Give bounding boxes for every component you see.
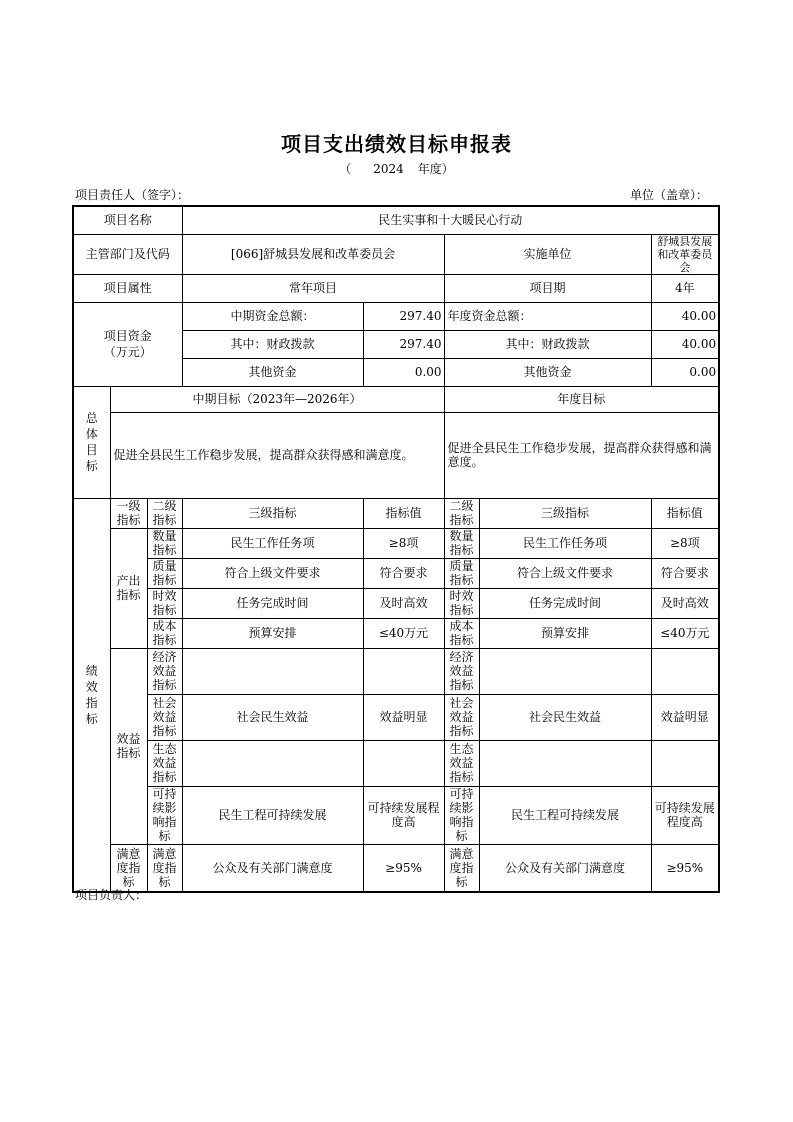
level2-cell: 可持续影响指标 bbox=[444, 786, 479, 844]
year-fiscal-label: 其中：财政拨款 bbox=[444, 330, 651, 358]
value-cell: 符合要求 bbox=[651, 558, 719, 588]
value-cell: ≤40万元 bbox=[363, 618, 444, 648]
benefit-indicator-label: 效益指标 bbox=[110, 648, 147, 844]
level3-cell: 社会民生效益 bbox=[182, 694, 363, 740]
level3-cell bbox=[182, 648, 363, 694]
header-value-annual: 指标值 bbox=[651, 498, 719, 528]
level3-cell: 预算安排 bbox=[479, 618, 651, 648]
level3-cell: 符合上级文件要求 bbox=[479, 558, 651, 588]
year-open: （ bbox=[339, 162, 352, 176]
year-label: 年度） bbox=[417, 162, 454, 176]
performance-goal-table bbox=[72, 205, 720, 893]
level2-cell: 成本指标 bbox=[147, 618, 182, 648]
table-row bbox=[73, 648, 719, 694]
year-total-label: 年度资金总额： bbox=[444, 302, 651, 330]
header-level3-annual: 三级指标 bbox=[479, 498, 651, 528]
year-other-label: 其他资金 bbox=[444, 358, 651, 386]
annual-goal-header: 年度目标 bbox=[444, 386, 719, 412]
project-period-label: 项目期 bbox=[444, 274, 651, 302]
impl-unit-value: 舒城县发展和改革委员会 bbox=[651, 234, 719, 274]
value-cell: 符合要求 bbox=[363, 558, 444, 588]
value-cell: ≥95% bbox=[651, 844, 719, 892]
year-line bbox=[0, 160, 793, 177]
level2-cell: 经济效益指标 bbox=[444, 648, 479, 694]
value-cell: 及时高效 bbox=[651, 588, 719, 618]
header-level3: 三级指标 bbox=[182, 498, 363, 528]
level2-cell: 满意度指标 bbox=[444, 844, 479, 892]
mid-fiscal-label: 其中：财政拨款 bbox=[182, 330, 363, 358]
project-name-value: 民生实事和十大暖民心行动 bbox=[182, 206, 719, 234]
project-attr-label: 项目属性 bbox=[73, 274, 182, 302]
project-period-value: 4年 bbox=[651, 274, 719, 302]
header-level2-annual: 二级指标 bbox=[444, 498, 479, 528]
project-name-label: 项目名称 bbox=[73, 206, 182, 234]
value-cell bbox=[363, 740, 444, 786]
year-value: 2024 bbox=[373, 162, 404, 176]
level3-cell bbox=[182, 740, 363, 786]
overall-goal-label: 总体目标 bbox=[73, 386, 110, 498]
table-row bbox=[73, 844, 719, 892]
header-value: 指标值 bbox=[363, 498, 444, 528]
level2-cell: 社会效益指标 bbox=[444, 694, 479, 740]
level2-cell: 生态效益指标 bbox=[147, 740, 182, 786]
mid-total-label: 中期资金总额： bbox=[182, 302, 363, 330]
value-cell: 效益明显 bbox=[651, 694, 719, 740]
mid-goal-text: 促进全县民生工作稳步发展，提高群众获得感和满意度。 bbox=[110, 412, 444, 498]
table-row bbox=[73, 694, 719, 740]
mid-fiscal-value: 297.40 bbox=[363, 330, 444, 358]
level2-cell: 质量指标 bbox=[147, 558, 182, 588]
level2-cell: 成本指标 bbox=[444, 618, 479, 648]
value-cell: 可持续发展程度高 bbox=[651, 786, 719, 844]
level2-cell: 数量指标 bbox=[147, 528, 182, 558]
value-cell: ≥8项 bbox=[363, 528, 444, 558]
level3-cell: 民生工程可持续发展 bbox=[479, 786, 651, 844]
year-other-value: 0.00 bbox=[651, 358, 719, 386]
level2-cell: 时效指标 bbox=[147, 588, 182, 618]
level3-cell: 符合上级文件要求 bbox=[182, 558, 363, 588]
level3-cell: 任务完成时间 bbox=[479, 588, 651, 618]
value-cell: 及时高效 bbox=[363, 588, 444, 618]
table-row bbox=[73, 786, 719, 844]
mid-goal-header: 中期目标（2023年—2026年） bbox=[110, 386, 444, 412]
level3-cell: 预算安排 bbox=[182, 618, 363, 648]
level3-cell bbox=[479, 740, 651, 786]
year-fiscal-value: 40.00 bbox=[651, 330, 719, 358]
satisfaction-indicator-label: 满意度指标 bbox=[110, 844, 147, 892]
level3-cell: 公众及有关部门满意度 bbox=[182, 844, 363, 892]
level3-cell: 民生工作任务项 bbox=[182, 528, 363, 558]
mid-other-label: 其他资金 bbox=[182, 358, 363, 386]
level3-cell: 公众及有关部门满意度 bbox=[479, 844, 651, 892]
impl-unit-label: 实施单位 bbox=[444, 234, 651, 274]
table-row bbox=[73, 528, 719, 558]
value-cell: ≥8项 bbox=[651, 528, 719, 558]
value-cell: ≥95% bbox=[363, 844, 444, 892]
mid-total-value: 297.40 bbox=[363, 302, 444, 330]
header-level1: 一级指标 bbox=[110, 498, 147, 528]
level3-cell bbox=[479, 648, 651, 694]
value-cell: 可持续发展程度高 bbox=[363, 786, 444, 844]
level2-cell: 满意度指标 bbox=[147, 844, 182, 892]
mid-other-value: 0.00 bbox=[363, 358, 444, 386]
year-total-value: 40.00 bbox=[651, 302, 719, 330]
performance-indicator-label: 绩效指标 bbox=[73, 498, 110, 892]
project-leader-label: 项目负责人： bbox=[75, 888, 148, 902]
output-indicator-label: 产出指标 bbox=[110, 528, 147, 648]
annual-goal-text: 促进全县民生工作稳步发展，提高群众获得感和满意度。 bbox=[444, 412, 719, 498]
level2-cell: 可持续影响指标 bbox=[147, 786, 182, 844]
value-cell bbox=[651, 740, 719, 786]
level2-cell: 经济效益指标 bbox=[147, 648, 182, 694]
level2-cell: 社会效益指标 bbox=[147, 694, 182, 740]
table-row bbox=[73, 618, 719, 648]
unit-seal-label: 单位（盖章）： bbox=[629, 188, 708, 202]
level3-cell: 任务完成时间 bbox=[182, 588, 363, 618]
value-cell bbox=[363, 648, 444, 694]
responsible-person-label: 项目责任人（签字）： bbox=[75, 188, 190, 202]
value-cell: 效益明显 bbox=[363, 694, 444, 740]
level2-cell: 时效指标 bbox=[444, 588, 479, 618]
funds-label: 项目资金（万元） bbox=[73, 302, 182, 386]
table-row bbox=[73, 740, 719, 786]
header-level2: 二级指标 bbox=[147, 498, 182, 528]
value-cell bbox=[651, 648, 719, 694]
level3-cell: 民生工作任务项 bbox=[479, 528, 651, 558]
level3-cell: 民生工程可持续发展 bbox=[182, 786, 363, 844]
project-attr-value: 常年项目 bbox=[182, 274, 444, 302]
level3-cell: 社会民生效益 bbox=[479, 694, 651, 740]
level2-cell: 生态效益指标 bbox=[444, 740, 479, 786]
table-row bbox=[73, 558, 719, 588]
page-title: 项目支出绩效目标申报表 bbox=[281, 132, 512, 156]
value-cell: ≤40万元 bbox=[651, 618, 719, 648]
level2-cell: 质量指标 bbox=[444, 558, 479, 588]
dept-value: [066]舒城县发展和改革委员会 bbox=[182, 234, 444, 274]
level2-cell: 数量指标 bbox=[444, 528, 479, 558]
dept-label: 主管部门及代码 bbox=[73, 234, 182, 274]
table-row bbox=[73, 588, 719, 618]
